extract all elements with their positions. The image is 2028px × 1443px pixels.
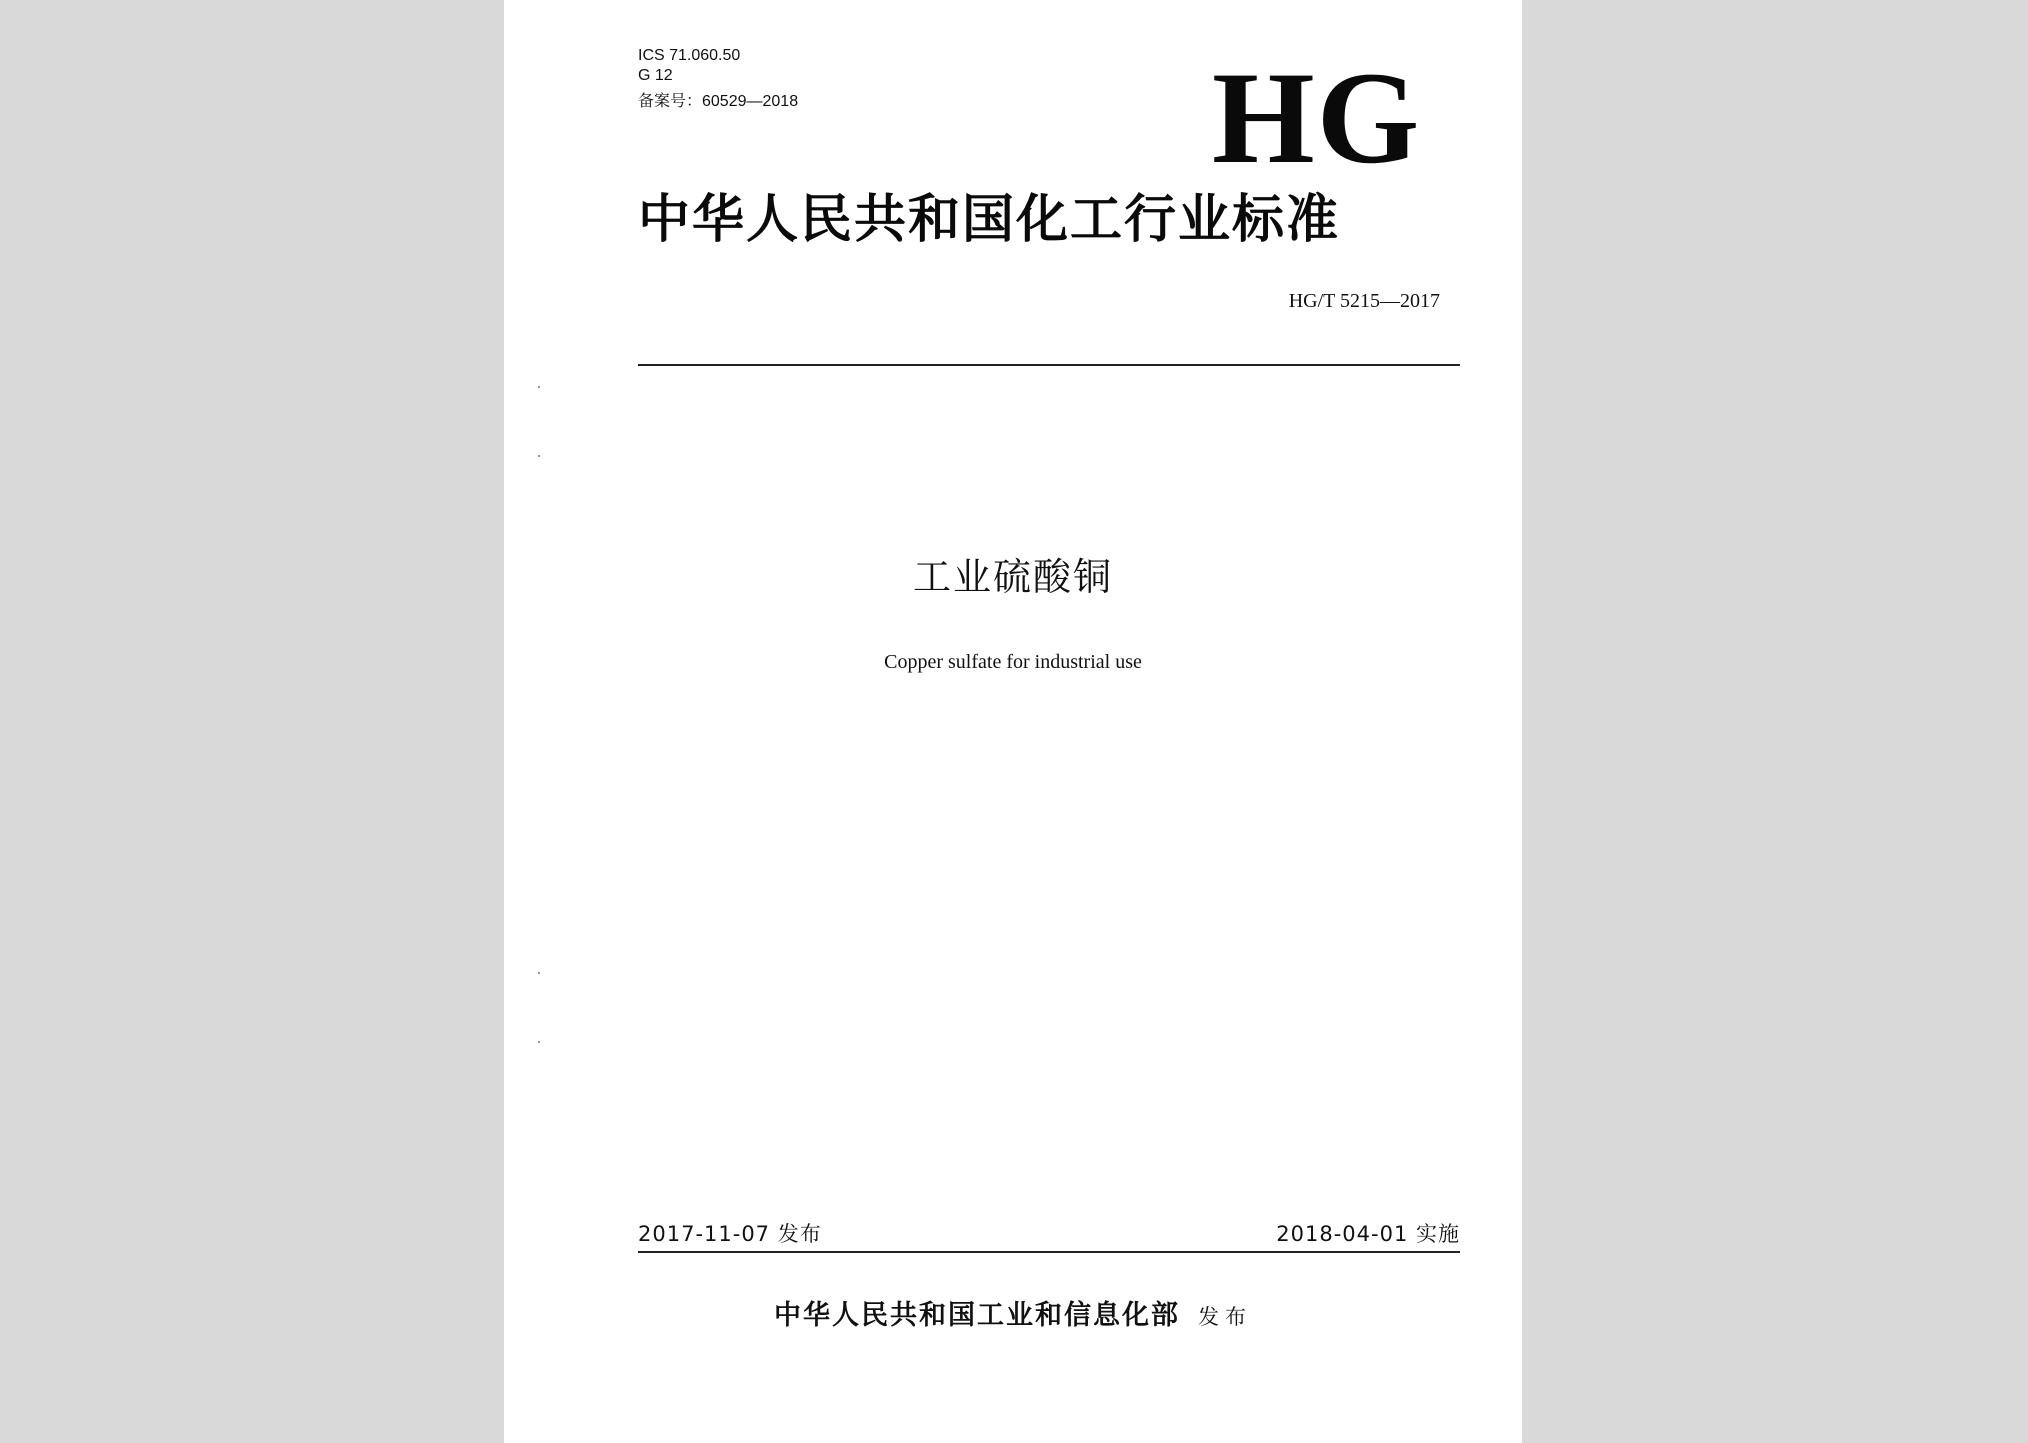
standard-title: 中华人民共和国化工行业标准 [638, 190, 1341, 250]
footer-divider [638, 1251, 1460, 1253]
standard-code: HG/T 5215—2017 [1288, 290, 1440, 312]
document-title-en: Copper sulfate for industrial use [884, 651, 1142, 673]
implement-date: 2018-04-01 [1276, 1222, 1409, 1246]
scan-mark [538, 386, 540, 388]
scan-mark [538, 455, 540, 457]
header-divider [638, 364, 1460, 366]
scan-mark [538, 972, 540, 974]
record-number: 备案号：60529—2018 [638, 93, 799, 110]
ccs-number: G 12 [638, 67, 673, 84]
ics-number: ICS 71.060.50 [638, 47, 741, 64]
issue-date: 2017-11-07 [638, 1222, 771, 1246]
scan-mark [538, 1041, 540, 1043]
publisher-line [504, 1297, 1522, 1336]
implement-label: 实施 [1416, 1222, 1460, 1246]
implement-date-line [1276, 1220, 1460, 1248]
hg-logo: HG [1212, 44, 1422, 191]
issue-date-line [638, 1220, 822, 1248]
publisher-org: 中华人民共和国工业和信息化部 [774, 1300, 1180, 1331]
document-title-cn: 工业硫酸铜 [912, 555, 1113, 599]
document-page [504, 0, 1522, 1443]
publisher-action: 发布 [1198, 1305, 1252, 1329]
issue-label: 发布 [777, 1222, 822, 1246]
